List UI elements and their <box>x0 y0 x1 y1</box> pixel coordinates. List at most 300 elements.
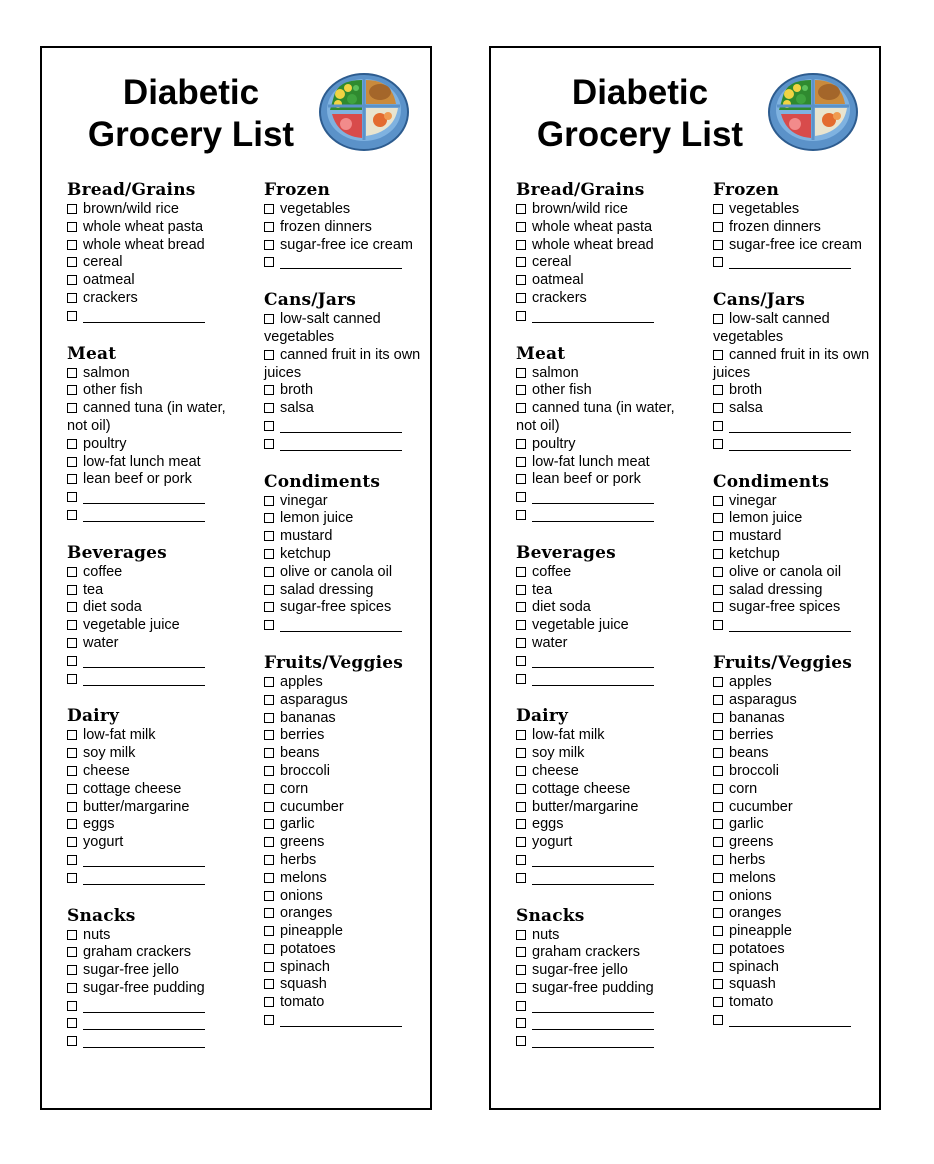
item-label: lemon juice <box>280 510 354 527</box>
item-label: corn <box>729 780 758 797</box>
checkbox[interactable] <box>713 585 723 595</box>
section-snacks <box>516 905 686 1052</box>
checkbox[interactable] <box>713 602 723 612</box>
checkbox[interactable] <box>264 531 274 541</box>
list-item <box>67 1033 237 1051</box>
checkbox[interactable] <box>264 802 274 812</box>
list-item <box>516 799 686 817</box>
checkbox[interactable] <box>67 457 77 467</box>
checkbox[interactable] <box>713 204 723 214</box>
item-label: spinach <box>729 958 779 975</box>
checkbox[interactable] <box>67 204 77 214</box>
list-item <box>67 781 237 799</box>
item-label: yogurt <box>83 834 124 851</box>
checkbox[interactable] <box>264 513 274 523</box>
section-cans-jars <box>264 289 424 453</box>
list-item <box>713 834 873 852</box>
checkbox[interactable] <box>67 983 77 993</box>
list-item <box>264 436 424 454</box>
checkbox[interactable] <box>67 275 77 285</box>
list-item <box>264 976 424 994</box>
item-label: canned fruit in its own juices <box>713 346 870 381</box>
blank-write-in-line[interactable] <box>532 1035 654 1048</box>
list-title <box>491 72 789 156</box>
section-dairy <box>516 705 686 887</box>
checkbox[interactable] <box>67 240 77 250</box>
list-item <box>713 994 873 1012</box>
checkbox[interactable] <box>713 908 723 918</box>
list-item <box>67 727 237 745</box>
blank-write-in-line[interactable] <box>83 1035 205 1048</box>
item-label: melons <box>729 869 776 886</box>
checkbox[interactable] <box>264 979 274 989</box>
checkbox[interactable] <box>67 784 77 794</box>
blank-write-in-line[interactable] <box>532 491 654 504</box>
checkbox[interactable] <box>713 713 723 723</box>
blank-write-in-line[interactable] <box>729 1014 851 1027</box>
checkbox[interactable] <box>713 695 723 705</box>
checkbox[interactable] <box>713 513 723 523</box>
checkbox[interactable] <box>67 748 77 758</box>
item-label: ketchup <box>280 545 331 562</box>
checkbox[interactable] <box>713 620 723 630</box>
blank-write-in-line[interactable] <box>280 619 402 632</box>
checkbox[interactable] <box>713 677 723 687</box>
section-frozen <box>713 179 873 272</box>
list-item <box>713 692 873 710</box>
item-label: crackers <box>83 289 138 306</box>
checkbox[interactable] <box>516 311 526 321</box>
blank-write-in-line[interactable] <box>83 872 205 885</box>
checkbox[interactable] <box>264 784 274 794</box>
list-item <box>67 272 237 290</box>
checkbox[interactable] <box>264 944 274 954</box>
checkbox[interactable] <box>67 1001 77 1011</box>
list-item <box>516 1015 686 1033</box>
blank-write-in-line[interactable] <box>83 655 205 668</box>
list-item <box>516 671 686 689</box>
checkbox[interactable] <box>264 766 274 776</box>
checkbox[interactable] <box>713 257 723 267</box>
list-item <box>516 816 686 834</box>
checkbox[interactable] <box>264 695 274 705</box>
item-label: whole wheat bread <box>532 236 654 253</box>
section-frozen <box>264 179 424 272</box>
item-label: salad dressing <box>729 581 823 598</box>
list-item <box>516 489 686 507</box>
list-item <box>67 400 237 436</box>
item-label: vegetable juice <box>83 617 180 634</box>
list-item <box>713 799 873 817</box>
checkbox[interactable] <box>264 567 274 577</box>
list-item <box>713 219 873 237</box>
checkbox[interactable] <box>516 439 526 449</box>
checkbox[interactable] <box>713 730 723 740</box>
checkbox[interactable] <box>264 602 274 612</box>
checkbox[interactable] <box>516 1036 526 1046</box>
checkbox[interactable] <box>713 962 723 972</box>
title-line-2: Grocery List <box>87 115 295 154</box>
checkbox[interactable] <box>67 819 77 829</box>
checkbox[interactable] <box>264 855 274 865</box>
checkbox[interactable] <box>264 385 274 395</box>
checkbox[interactable] <box>516 222 526 232</box>
checkbox[interactable] <box>516 873 526 883</box>
section-beverages <box>67 542 237 689</box>
checkbox[interactable] <box>713 837 723 847</box>
checkbox[interactable] <box>516 492 526 502</box>
checkbox[interactable] <box>67 311 77 321</box>
checkbox[interactable] <box>516 638 526 648</box>
checkbox[interactable] <box>713 549 723 559</box>
checkbox[interactable] <box>516 930 526 940</box>
checkbox[interactable] <box>713 766 723 776</box>
checkbox[interactable] <box>516 656 526 666</box>
checkbox[interactable] <box>516 819 526 829</box>
checkbox[interactable] <box>516 1018 526 1028</box>
checkbox[interactable] <box>713 1015 723 1025</box>
blank-write-in-line[interactable] <box>729 619 851 632</box>
item-label: graham crackers <box>532 944 640 961</box>
grocery-list-card-right <box>489 46 881 1110</box>
checkbox[interactable] <box>713 819 723 829</box>
list-item <box>67 870 237 888</box>
blank-write-in-line[interactable] <box>532 673 654 686</box>
blank-write-in-line[interactable] <box>729 420 851 433</box>
item-label: vinegar <box>729 492 777 509</box>
item-label: broth <box>729 382 763 399</box>
checkbox[interactable] <box>516 510 526 520</box>
item-label: other fish <box>83 382 143 399</box>
checkbox[interactable] <box>264 891 274 901</box>
list-item <box>264 941 424 959</box>
checkbox[interactable] <box>516 204 526 214</box>
checkbox[interactable] <box>264 748 274 758</box>
list-item <box>713 510 873 528</box>
checkbox[interactable] <box>264 350 274 360</box>
checkbox[interactable] <box>516 947 526 957</box>
checkbox[interactable] <box>67 656 77 666</box>
checkbox[interactable] <box>516 766 526 776</box>
list-item <box>713 976 873 994</box>
checkbox[interactable] <box>264 873 274 883</box>
item-label: butter/margarine <box>83 798 190 815</box>
checkbox[interactable] <box>713 350 723 360</box>
list-item <box>713 564 873 582</box>
checkbox[interactable] <box>516 293 526 303</box>
item-label: cereal <box>83 254 123 271</box>
checkbox[interactable] <box>264 496 274 506</box>
checkbox[interactable] <box>67 730 77 740</box>
section-meat <box>67 343 237 525</box>
checkbox[interactable] <box>264 314 274 324</box>
item-label: water <box>532 634 568 651</box>
section-heading: Condiments <box>264 471 381 492</box>
blank-write-in-line[interactable] <box>83 1017 205 1030</box>
section-heading: Fruits/Veggies <box>264 652 404 673</box>
list-item <box>516 962 686 980</box>
blank-write-in-line[interactable] <box>532 854 654 867</box>
item-label: coffee <box>532 563 572 580</box>
blank-write-in-line[interactable] <box>532 310 654 323</box>
checkbox[interactable] <box>713 873 723 883</box>
list-item <box>713 745 873 763</box>
blank-write-in-line[interactable] <box>729 256 851 269</box>
item-label: vinegar <box>280 492 328 509</box>
checkbox[interactable] <box>67 257 77 267</box>
checkbox[interactable] <box>67 638 77 648</box>
checkbox[interactable] <box>264 713 274 723</box>
checkbox[interactable] <box>713 222 723 232</box>
checkbox[interactable] <box>516 275 526 285</box>
list-item <box>67 635 237 653</box>
checkbox[interactable] <box>67 766 77 776</box>
checkbox[interactable] <box>264 962 274 972</box>
blank-write-in-line[interactable] <box>729 438 851 451</box>
checkbox[interactable] <box>67 873 77 883</box>
list-item <box>516 944 686 962</box>
checkbox[interactable] <box>264 908 274 918</box>
checkbox[interactable] <box>67 855 77 865</box>
item-label: lean beef or pork <box>532 471 641 488</box>
blank-write-in-line[interactable] <box>532 1017 654 1030</box>
item-label: diet soda <box>532 599 591 616</box>
checkbox[interactable] <box>264 585 274 595</box>
blank-write-in-line[interactable] <box>280 1014 402 1027</box>
checkbox[interactable] <box>67 930 77 940</box>
checkbox[interactable] <box>264 240 274 250</box>
title-line-2: Grocery List <box>536 115 744 154</box>
list-item <box>264 237 424 255</box>
checkbox[interactable] <box>264 222 274 232</box>
list-item <box>264 219 424 237</box>
checkbox[interactable] <box>67 1018 77 1028</box>
checkbox[interactable] <box>713 802 723 812</box>
checkbox[interactable] <box>264 620 274 630</box>
item-label: vegetables <box>280 201 351 217</box>
item-label: salsa <box>729 400 763 417</box>
list-item <box>713 254 873 272</box>
item-label: onions <box>729 887 772 904</box>
checkbox[interactable] <box>516 602 526 612</box>
checkbox[interactable] <box>264 677 274 687</box>
checkbox[interactable] <box>264 257 274 267</box>
checkbox[interactable] <box>713 240 723 250</box>
divided-plate-food-icon <box>767 66 865 154</box>
checkbox[interactable] <box>516 403 526 413</box>
checkbox[interactable] <box>67 368 77 378</box>
checkbox[interactable] <box>67 965 77 975</box>
list-item <box>713 493 873 511</box>
list-item <box>516 365 686 383</box>
checkbox[interactable] <box>67 474 77 484</box>
blank-write-in-line[interactable] <box>532 872 654 885</box>
checkbox[interactable] <box>516 802 526 812</box>
item-label: low-fat milk <box>83 727 156 744</box>
checkbox[interactable] <box>264 439 274 449</box>
checkbox[interactable] <box>264 204 274 214</box>
blank-write-in-line[interactable] <box>280 420 402 433</box>
checkbox[interactable] <box>67 510 77 520</box>
checkbox[interactable] <box>67 222 77 232</box>
list-item <box>516 308 686 326</box>
checkbox[interactable] <box>516 674 526 684</box>
item-label: pineapple <box>729 923 792 940</box>
checkbox[interactable] <box>713 979 723 989</box>
blank-write-in-line[interactable] <box>280 256 402 269</box>
checkbox[interactable] <box>713 567 723 577</box>
item-label: oatmeal <box>532 272 584 289</box>
checkbox[interactable] <box>516 837 526 847</box>
checkbox[interactable] <box>713 531 723 541</box>
checkbox[interactable] <box>264 403 274 413</box>
checkbox[interactable] <box>713 439 723 449</box>
item-label: asparagus <box>280 691 348 708</box>
section-condiments <box>264 471 424 635</box>
item-label: crackers <box>532 289 587 306</box>
blank-write-in-line[interactable] <box>83 1000 205 1013</box>
item-label: other fish <box>532 382 592 399</box>
list-item <box>264 311 424 347</box>
checkbox[interactable] <box>67 492 77 502</box>
list-item <box>67 582 237 600</box>
checkbox[interactable] <box>67 620 77 630</box>
item-label: soy milk <box>532 745 585 762</box>
checkbox[interactable] <box>713 403 723 413</box>
list-item <box>67 471 237 489</box>
list-item <box>264 852 424 870</box>
checkbox[interactable] <box>713 314 723 324</box>
checkbox[interactable] <box>516 474 526 484</box>
list-item <box>67 927 237 945</box>
checkbox[interactable] <box>713 926 723 936</box>
checkbox[interactable] <box>516 257 526 267</box>
checkbox[interactable] <box>67 602 77 612</box>
checkbox[interactable] <box>264 730 274 740</box>
checkbox[interactable] <box>67 585 77 595</box>
column-left <box>67 179 237 1068</box>
checkbox[interactable] <box>67 947 77 957</box>
blank-write-in-line[interactable] <box>280 438 402 451</box>
item-label: potatoes <box>280 940 336 957</box>
item-label: oatmeal <box>83 272 135 289</box>
list-item <box>264 201 424 219</box>
checkbox[interactable] <box>264 926 274 936</box>
list-item <box>264 382 424 400</box>
checkbox[interactable] <box>264 837 274 847</box>
checkbox[interactable] <box>516 784 526 794</box>
checkbox[interactable] <box>516 965 526 975</box>
list-item <box>67 489 237 507</box>
checkbox[interactable] <box>516 585 526 595</box>
list-item <box>264 599 424 617</box>
item-label: beans <box>729 745 769 762</box>
blank-write-in-line[interactable] <box>532 509 654 522</box>
list-item <box>264 493 424 511</box>
list-item <box>264 400 424 418</box>
checkbox[interactable] <box>67 674 77 684</box>
checkbox[interactable] <box>516 855 526 865</box>
checkbox[interactable] <box>264 421 274 431</box>
checkbox[interactable] <box>516 730 526 740</box>
item-label: corn <box>280 780 309 797</box>
list-item <box>713 418 873 436</box>
checkbox[interactable] <box>713 997 723 1007</box>
list-item <box>713 436 873 454</box>
list-item <box>264 617 424 635</box>
blank-write-in-line[interactable] <box>83 673 205 686</box>
checkbox[interactable] <box>264 819 274 829</box>
checkbox[interactable] <box>264 549 274 559</box>
blank-write-in-line[interactable] <box>83 310 205 323</box>
blank-write-in-line[interactable] <box>83 854 205 867</box>
checkbox[interactable] <box>516 368 526 378</box>
item-label: herbs <box>280 851 317 868</box>
checkbox[interactable] <box>713 385 723 395</box>
checkbox[interactable] <box>67 293 77 303</box>
list-item <box>264 763 424 781</box>
item-label: salad dressing <box>280 581 374 598</box>
blank-write-in-line[interactable] <box>532 655 654 668</box>
checkbox[interactable] <box>516 567 526 577</box>
checkbox[interactable] <box>516 620 526 630</box>
checkbox[interactable] <box>516 748 526 758</box>
section-heading: Snacks <box>67 905 136 926</box>
checkbox[interactable] <box>67 567 77 577</box>
section-heading: Dairy <box>67 706 120 727</box>
section-heading: Beverages <box>516 542 616 563</box>
list-item <box>713 710 873 728</box>
checkbox[interactable] <box>713 784 723 794</box>
checkbox[interactable] <box>713 421 723 431</box>
item-label: sugar-free ice cream <box>729 236 862 253</box>
blank-write-in-line[interactable] <box>83 491 205 504</box>
list-item <box>713 941 873 959</box>
section-heading: Beverages <box>67 542 167 563</box>
checkbox[interactable] <box>516 1001 526 1011</box>
item-label: cheese <box>83 762 130 779</box>
checkbox[interactable] <box>264 997 274 1007</box>
item-label: yogurt <box>532 834 573 851</box>
list-item <box>516 254 686 272</box>
section-heading: Meat <box>67 343 117 364</box>
checkbox[interactable] <box>516 457 526 467</box>
checkbox[interactable] <box>516 385 526 395</box>
section-heading: Cans/Jars <box>713 290 806 311</box>
blank-write-in-line[interactable] <box>83 509 205 522</box>
checkbox[interactable] <box>713 944 723 954</box>
item-label: graham crackers <box>83 944 191 961</box>
checkbox[interactable] <box>67 837 77 847</box>
blank-write-in-line[interactable] <box>532 1000 654 1013</box>
checkbox[interactable] <box>67 802 77 812</box>
checkbox[interactable] <box>713 891 723 901</box>
checkbox[interactable] <box>713 748 723 758</box>
checkbox[interactable] <box>713 496 723 506</box>
checkbox[interactable] <box>67 385 77 395</box>
checkbox[interactable] <box>67 403 77 413</box>
checkbox[interactable] <box>713 855 723 865</box>
list-item <box>67 653 237 671</box>
checkbox[interactable] <box>264 1015 274 1025</box>
list-item <box>713 781 873 799</box>
checkbox[interactable] <box>516 983 526 993</box>
checkbox[interactable] <box>67 439 77 449</box>
checkbox[interactable] <box>67 1036 77 1046</box>
item-label: tea <box>532 581 553 598</box>
checkbox[interactable] <box>516 240 526 250</box>
item-label: low-fat milk <box>532 727 605 744</box>
